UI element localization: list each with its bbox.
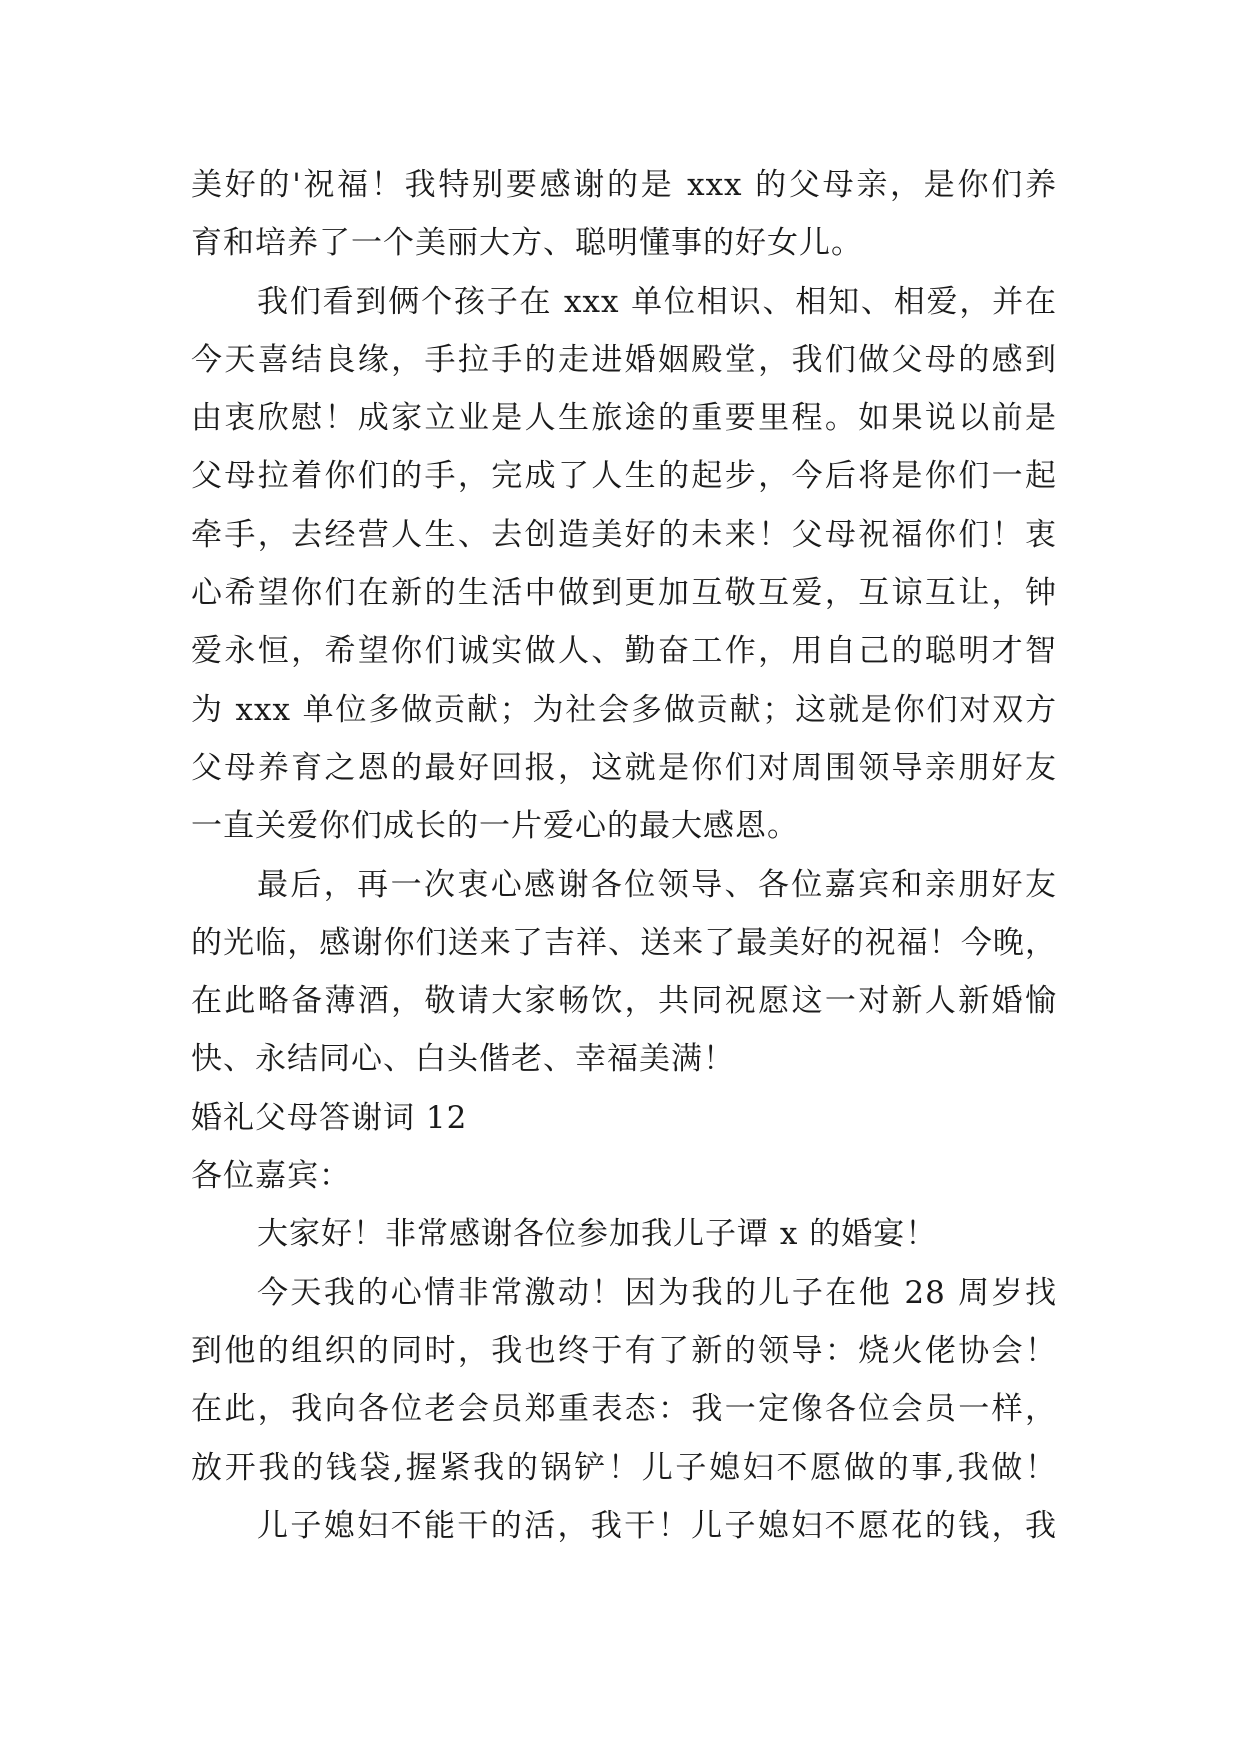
text-line: 爱永恒，希望你们诚实做人、勤奋工作，用自己的聪明才智 [191, 633, 1057, 670]
paragraph [191, 856, 1057, 1089]
text-line: 今天喜结良缘，手拉手的走进婚姻殿堂，我们做父母的感到 [191, 341, 1057, 378]
text-line: 在此略备薄酒，敬请大家畅饮，共同祝愿这一对新人新婚愉 [191, 983, 1057, 1020]
text-line: 到他的组织的同时，我也终于有了新的领导：烧火佬协会！ [191, 1332, 1057, 1369]
text-line: 父母养育之恩的最好回报，这就是你们对周围领导亲朋好友 [191, 749, 1057, 786]
paragraph [191, 273, 1057, 856]
text-line: 父母拉着你们的手，完成了人生的起步，今后将是你们一起 [191, 458, 1057, 495]
paragraph [191, 1205, 1057, 1263]
paragraph [191, 1264, 1057, 1497]
text-line: 在此，我向各位老会员郑重表态：我一定像各位会员一样， [191, 1391, 1057, 1428]
text-line: 最后，再一次衷心感谢各位领导、各位嘉宾和亲朋好友 [257, 866, 1057, 903]
text-line: 今天我的心情非常激动！因为我的儿子在他 28 周岁找 [257, 1274, 1057, 1311]
text-line: 育和培养了一个美丽大方、聪明懂事的好女儿。 [191, 225, 863, 262]
document-body [191, 156, 1057, 1555]
text-line: 我们看到俩个孩子在 xxx 单位相识、相知、相爱，并在 [257, 283, 1057, 320]
text-line: 快、永结同心、白头偕老、幸福美满！ [191, 1041, 735, 1078]
section-heading-text: 婚礼父母答谢词 12 [191, 1099, 468, 1136]
continuation-paragraph [191, 156, 1057, 273]
text-line: 儿子媳妇不能干的活，我干！儿子媳妇不愿花的钱，我 [257, 1507, 1057, 1544]
salutation [191, 1147, 1057, 1205]
text-line: 的光临，感谢你们送来了吉祥、送来了最美好的祝福！今晚， [191, 924, 1057, 961]
text-line: 大家好！非常感谢各位参加我儿子谭 x 的婚宴！ [257, 1216, 938, 1253]
text-line: 心希望你们在新的生活中做到更加互敬互爱，互谅互让，钟 [191, 575, 1057, 612]
salutation-text: 各位嘉宾： [191, 1158, 351, 1195]
text-line: 为 xxx 单位多做贡献；为社会多做贡献；这就是你们对双方 [191, 691, 1057, 728]
text-line: 一直关爱你们成长的一片爱心的最大感恩。 [191, 808, 799, 845]
paragraph [191, 1497, 1057, 1555]
text-line: 牵手，去经营人生、去创造美好的未来！父母祝福你们！衷 [191, 516, 1057, 553]
section-heading [191, 1089, 1057, 1147]
text-line: 由衷欣慰！成家立业是人生旅途的重要里程。如果说以前是 [191, 400, 1057, 437]
text-line: 放开我的钱袋,握紧我的锅铲！儿子媳妇不愿做的事,我做！ [191, 1449, 1057, 1486]
text-line: 美好的'祝福！我特别要感谢的是 xxx 的父母亲，是你们养 [191, 167, 1057, 203]
